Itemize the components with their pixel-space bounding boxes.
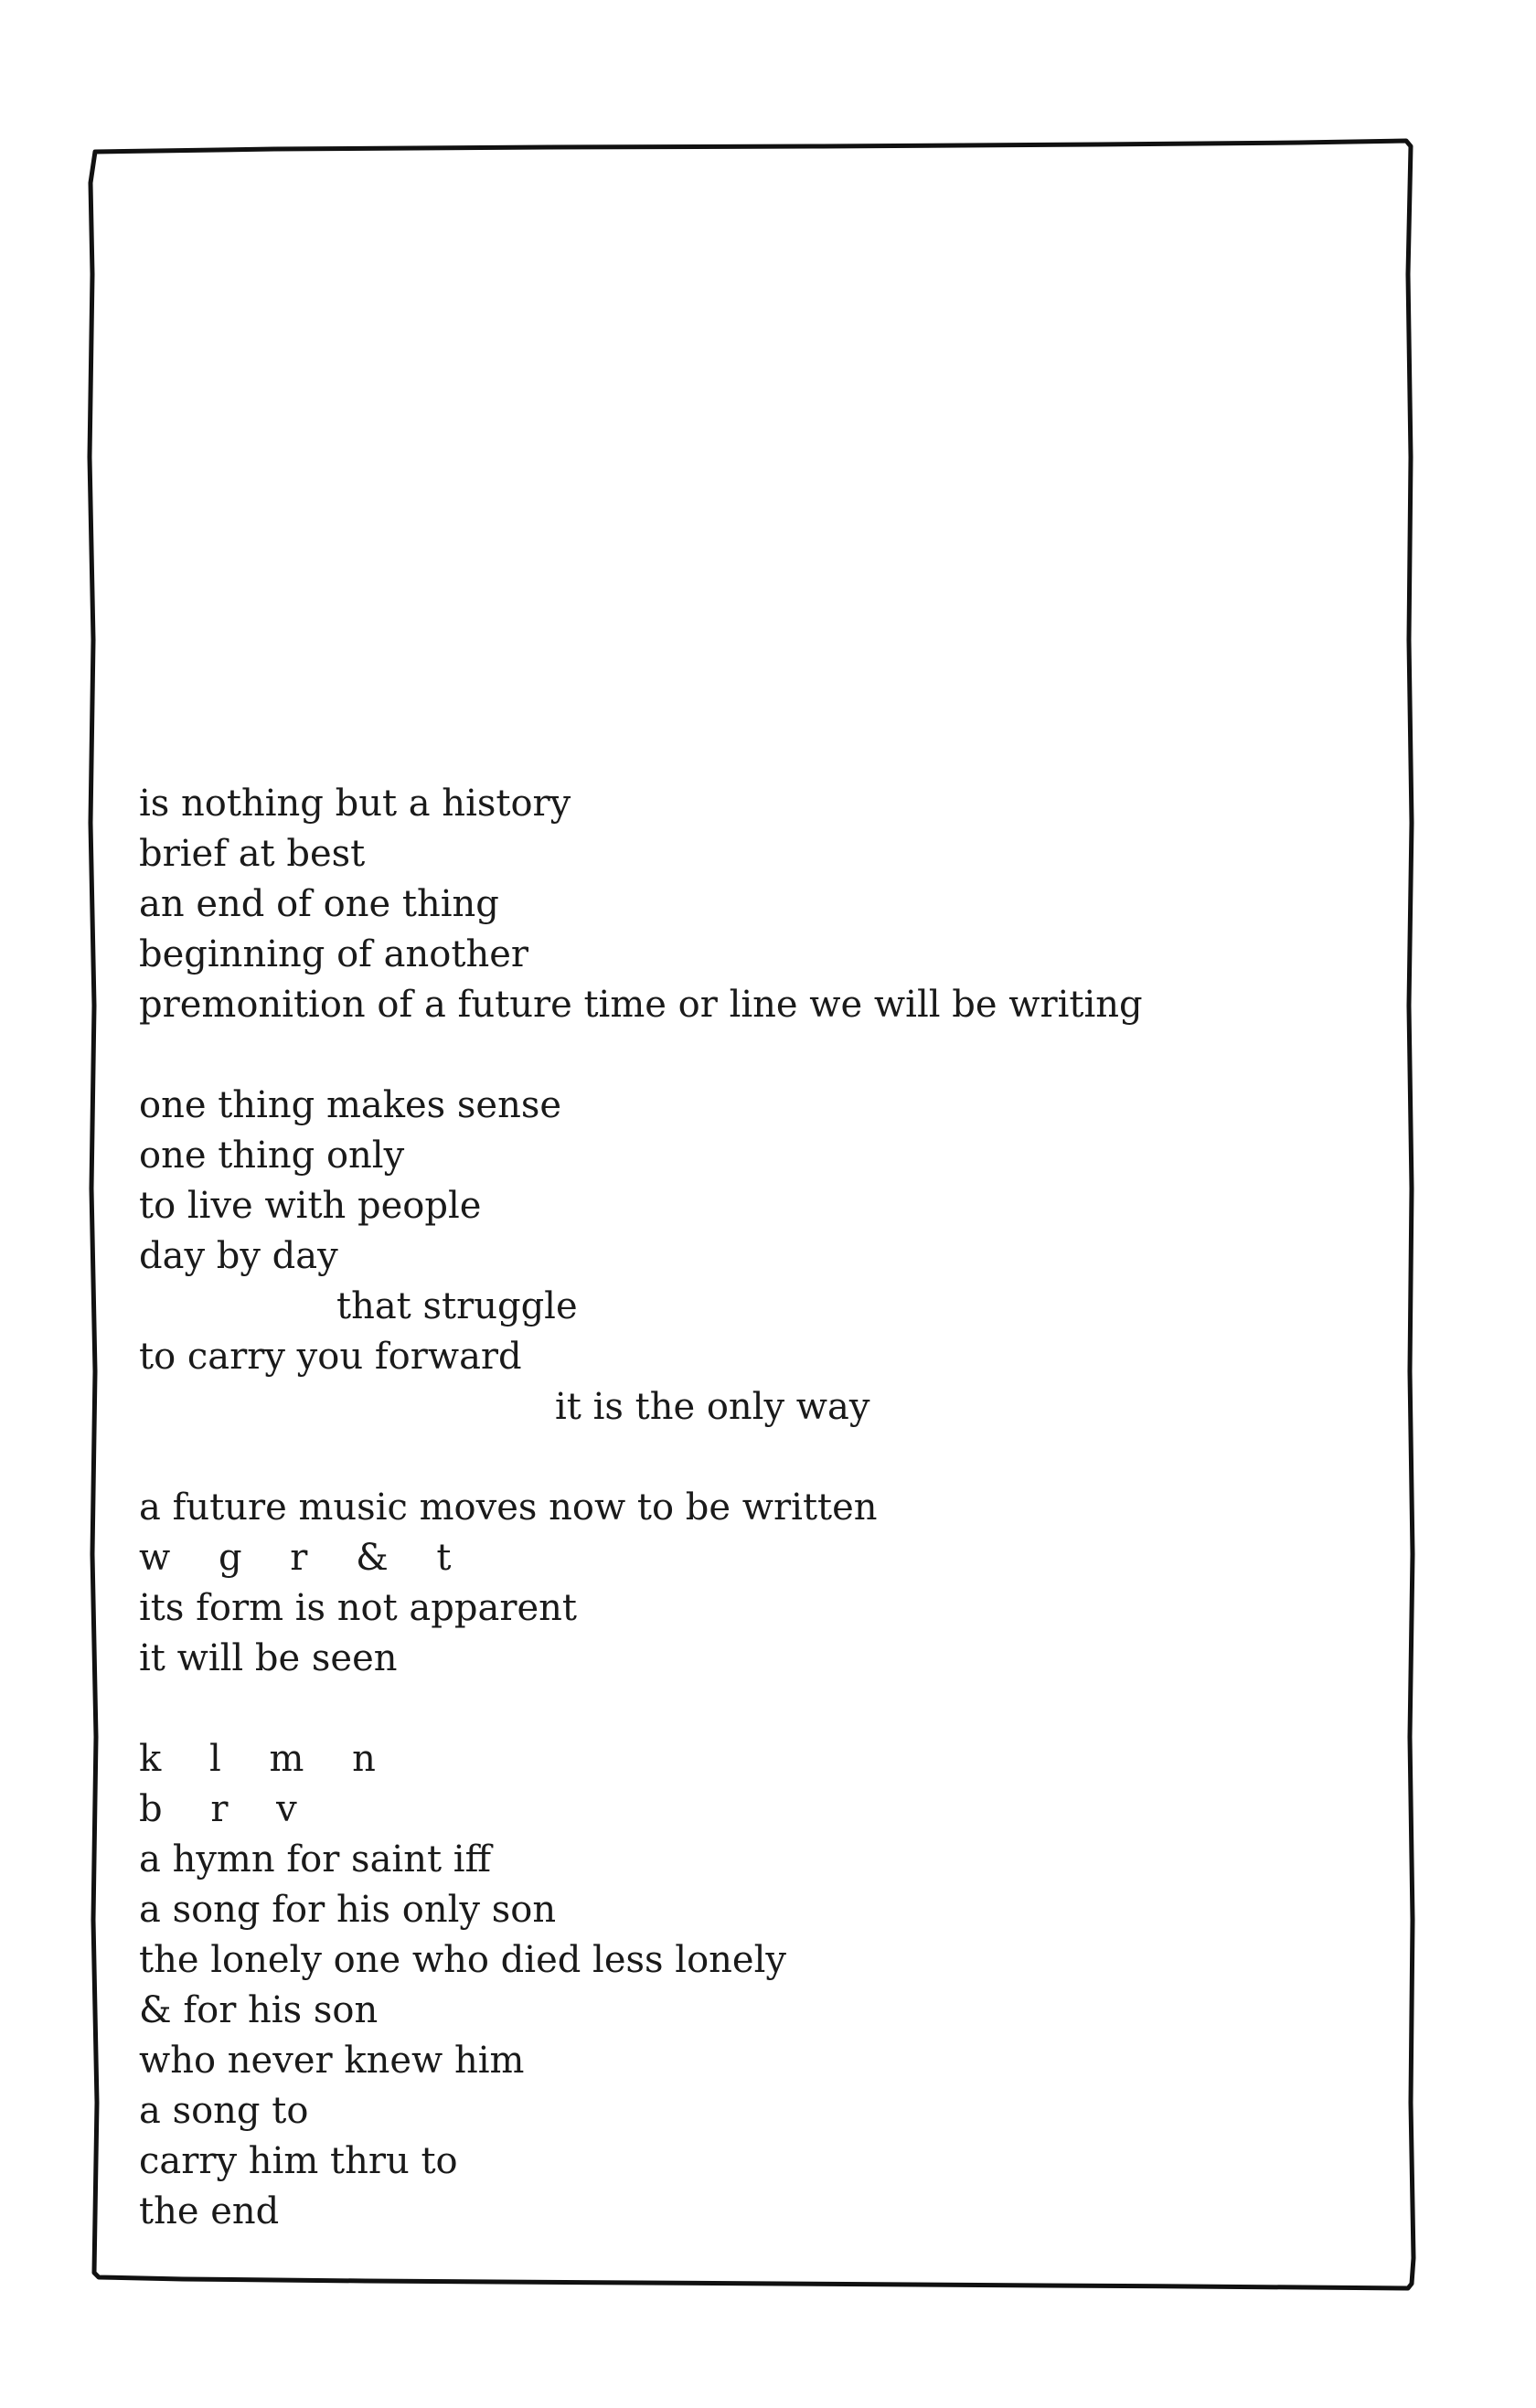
poem-line: one thing makes sense	[139, 1084, 562, 1126]
poem-line: the end	[139, 2190, 280, 2232]
poem-line-indented: it is the only way	[555, 1386, 870, 1428]
poem-line: a song for his only son	[139, 1889, 557, 1931]
poem-line: beginning of another	[139, 933, 528, 975]
poem-line-letters: k l m n	[139, 1738, 394, 1780]
poem-line: who never knew him	[139, 2040, 525, 2082]
poem-line: carry him thru to	[139, 2140, 458, 2182]
poem-line: the lonely one who died less lonely	[139, 1939, 786, 1981]
stanza	[139, 1483, 1364, 1684]
stanza	[139, 779, 1364, 1030]
poem-line: is nothing but a history	[139, 783, 571, 825]
poem-line: premonition of a future time or line we will be writing	[139, 984, 1143, 1026]
poem-line: to carry you forward	[139, 1336, 522, 1378]
stanza	[139, 1081, 1364, 1433]
poem-line: a future music moves now to be written	[139, 1486, 878, 1529]
poem-line: day by day	[139, 1235, 338, 1277]
poem-line: it will be seen	[139, 1637, 398, 1679]
poem-line: a hymn for saint iff	[139, 1838, 491, 1881]
poem-line: to live with people	[139, 1185, 482, 1227]
poem-line: its form is not apparent	[139, 1587, 577, 1629]
stanza	[139, 1734, 1364, 2237]
poem-line-letters: w g r & t	[139, 1537, 470, 1579]
poem-line: brief at best	[139, 833, 366, 875]
poem-line: an end of one thing	[139, 883, 499, 925]
poem-line: & for his son	[139, 1989, 379, 2031]
poem-line: one thing only	[139, 1135, 405, 1177]
poem-line-letters: b r v	[139, 1788, 315, 1830]
poem	[139, 779, 1364, 2287]
poem-line: a song to	[139, 2090, 309, 2132]
poem-line-indented: that struggle	[336, 1285, 578, 1327]
